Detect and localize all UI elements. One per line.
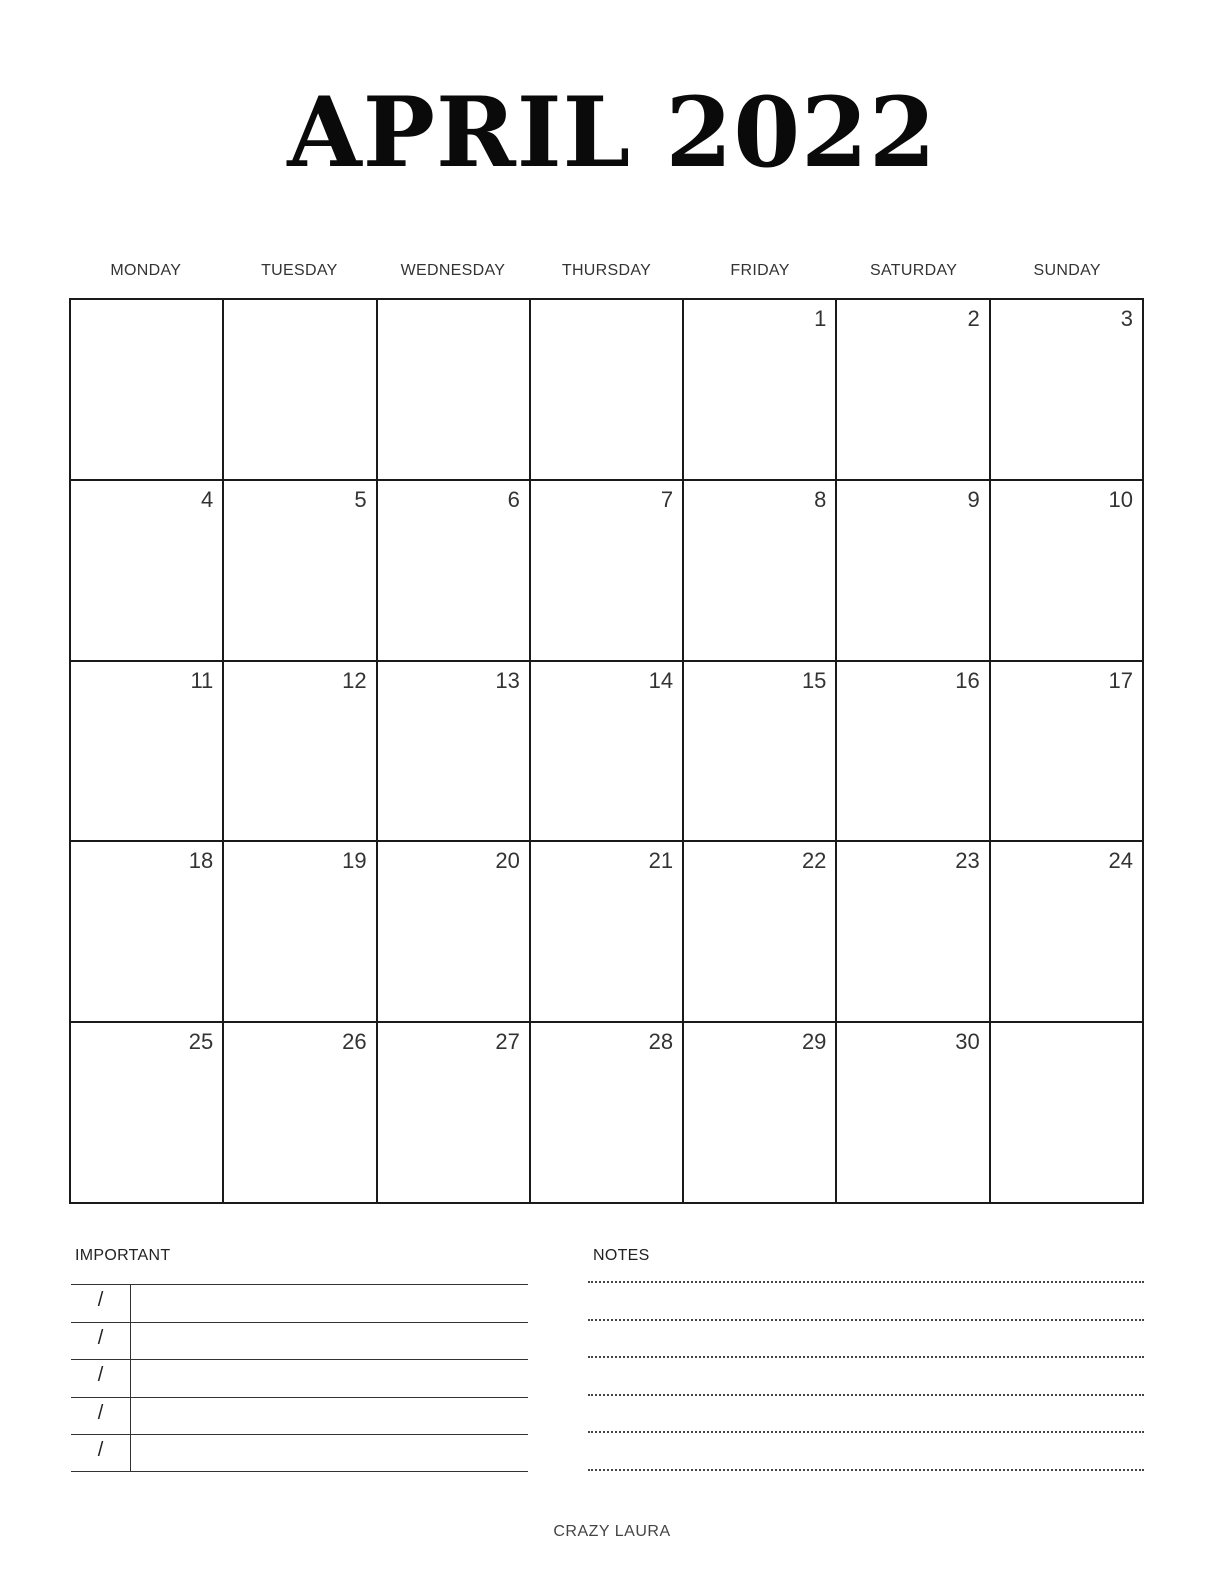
day-number: 2 [967,306,980,331]
calendar-day-cell [531,1023,684,1204]
calendar-day-cell [378,300,531,481]
calendar-day-cell [224,1023,377,1204]
important-list [71,1284,528,1472]
note-line [588,1394,1144,1432]
calendar-day-cell [684,1023,837,1204]
weekday-tuesday: TUESDAY [261,262,338,279]
calendar-day-cell [71,662,224,843]
day-number: 27 [495,1029,520,1055]
day-number: 25 [188,1029,214,1055]
calendar-day-cell [837,481,990,662]
day-number: 10 [1108,486,1133,512]
important-row [71,1322,528,1360]
day-number: 22 [801,848,827,874]
calendar-day-cell [531,662,684,843]
important-label: IMPORTANT [75,1247,171,1264]
calendar-day-cell [71,300,224,481]
calendar-day-cell [531,842,684,1023]
day-number: 21 [648,848,674,874]
day-number: 24 [1108,848,1133,874]
calendar-day-cell [531,481,684,662]
calendar-grid [69,298,1144,1204]
calendar-day-cell [991,481,1144,662]
day-number: 12 [342,667,367,693]
calendar-day-cell [991,662,1144,843]
day-number: 30 [955,1029,980,1055]
calendar-day-cell [531,300,684,481]
calendar-day-cell [991,842,1144,1023]
day-number: 17 [1108,667,1133,693]
day-number: 29 [801,1029,827,1055]
calendar-day-cell [224,481,377,662]
day-number: 11 [190,667,214,693]
calendar-day-cell [378,842,531,1023]
calendar-day-cell [684,842,837,1023]
note-line [588,1431,1144,1469]
date-slash: / [71,1398,131,1435]
calendar-day-cell [837,1023,990,1204]
day-number: 3 [1120,306,1133,331]
calendar-day-cell [837,662,990,843]
day-number: 1 [814,306,827,331]
calendar-day-cell [224,842,377,1023]
date-slash: / [71,1323,131,1360]
notes-list [588,1281,1144,1506]
important-row [71,1359,528,1397]
calendar-day-cell [684,300,837,481]
calendar-day-cell [684,481,837,662]
important-row [71,1284,528,1322]
weekday-sunday: SUNDAY [1033,262,1101,279]
calendar-day-cell [224,300,377,481]
note-line [588,1319,1144,1357]
note-line [588,1356,1144,1394]
calendar-day-cell [684,662,837,843]
calendar-day-cell [71,842,224,1023]
day-number: 7 [660,486,674,512]
calendar-day-cell [991,1023,1144,1204]
important-row [71,1397,528,1435]
day-number: 16 [955,667,980,693]
calendar-day-cell [71,481,224,662]
day-number: 19 [342,848,367,874]
weekday-saturday: SATURDAY [870,262,958,279]
calendar-day-cell [991,300,1144,481]
day-number: 6 [507,486,520,512]
footer-brand: CRAZY LAURA [553,1523,671,1540]
calendar-day-cell [224,662,377,843]
weekday-friday: FRIDAY [730,262,790,279]
day-number: 28 [648,1029,674,1055]
notes-label: NOTES [593,1247,650,1264]
day-number: 5 [354,486,367,512]
calendar-day-cell [378,662,531,843]
weekday-wednesday: WEDNESDAY [400,262,506,279]
day-number: 23 [955,848,980,874]
calendar-day-cell [837,842,990,1023]
note-line [588,1469,1144,1507]
date-slash: / [71,1435,131,1471]
day-number: 9 [967,486,980,512]
calendar-day-cell [837,300,990,481]
weekday-monday: MONDAY [110,262,182,279]
calendar-day-cell [71,1023,224,1204]
calendar-day-cell [378,481,531,662]
day-number: 18 [188,848,214,874]
weekday-header [69,262,1144,282]
day-number: 20 [495,848,520,874]
day-number: 15 [801,667,827,693]
note-line [588,1281,1144,1319]
page-title: APRIL 2022 [287,76,937,189]
day-number: 26 [342,1029,367,1055]
day-number: 14 [648,667,674,693]
calendar-day-cell [378,1023,531,1204]
important-row [71,1434,528,1472]
day-number: 13 [495,667,520,693]
weekday-thursday: THURSDAY [561,262,652,279]
day-number: 4 [201,486,214,512]
day-number: 8 [814,486,827,512]
date-slash: / [71,1360,131,1397]
date-slash: / [71,1285,131,1322]
